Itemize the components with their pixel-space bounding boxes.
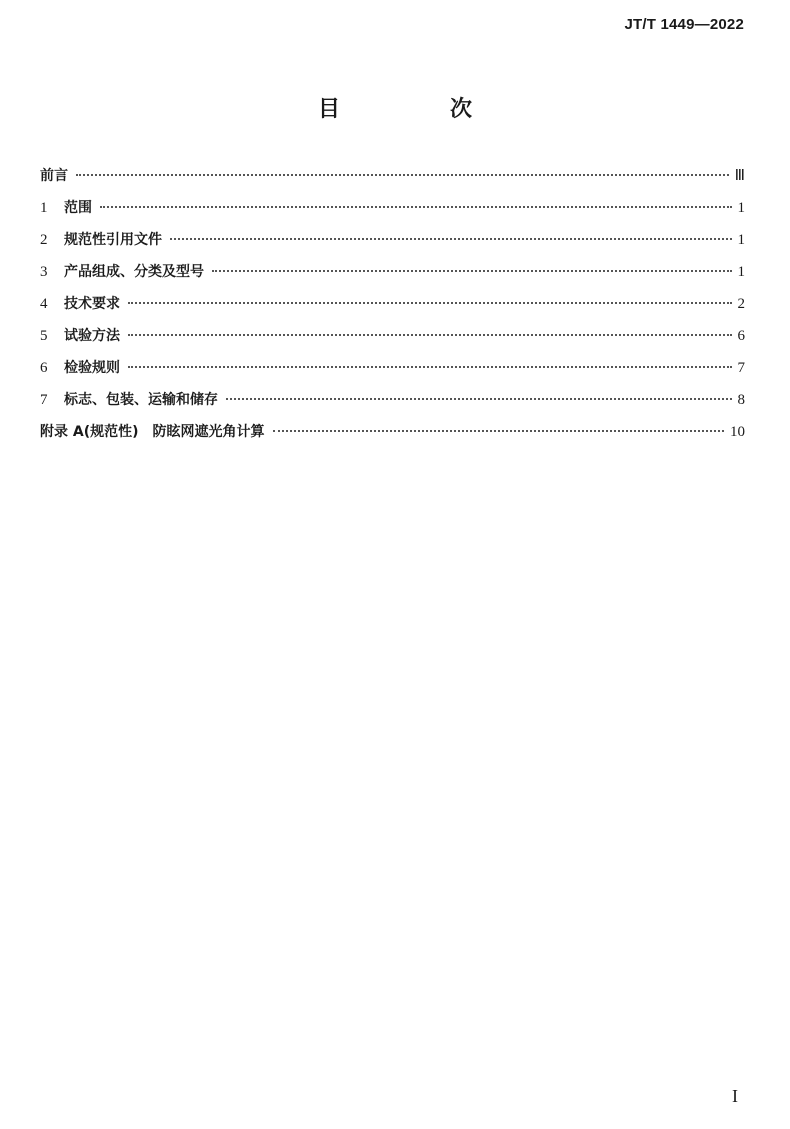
toc-entry-page: 8: [737, 392, 745, 408]
toc-entry-page: 6: [737, 328, 745, 344]
standard-code: JT/T 1449—2022: [624, 16, 744, 33]
toc-leader-dots: [100, 206, 732, 208]
toc-leader-dots: [128, 334, 732, 336]
toc-leader-dots: [226, 398, 732, 400]
toc-entry-page: 2: [737, 296, 745, 312]
toc-entry-page: 7: [737, 360, 745, 376]
toc-entry-number: 1: [40, 200, 48, 216]
toc-entry-marking-packaging[interactable]: [40, 389, 745, 421]
toc-entry-number: 3: [40, 264, 48, 280]
toc-entry-label: 标志、包装、运输和储存: [64, 392, 218, 408]
toc-entry-page: 1: [737, 200, 745, 216]
toc-entry-scope[interactable]: [40, 197, 745, 229]
toc-entry-number: 6: [40, 360, 48, 376]
table-of-contents: [40, 165, 745, 453]
toc-leader-dots: [170, 238, 732, 240]
toc-entry-label: 技术要求: [64, 296, 120, 312]
page-title: 目 次: [317, 97, 516, 122]
toc-entry-label: 规范性引用文件: [64, 232, 162, 248]
toc-leader-dots: [273, 430, 724, 432]
toc-entry-technical-requirements[interactable]: [40, 293, 745, 325]
toc-entry-appendix-a[interactable]: [40, 421, 745, 453]
toc-entry-label: 范围: [64, 200, 92, 216]
toc-entry-inspection-rules[interactable]: [40, 357, 745, 389]
toc-leader-dots: [76, 174, 729, 176]
toc-leader-dots: [212, 270, 732, 272]
toc-entry-label: 试验方法: [64, 328, 120, 344]
toc-entry-foreword[interactable]: [40, 165, 745, 197]
toc-entry-label: 附录 A(规范性) 防眩网遮光角计算: [40, 424, 265, 440]
toc-entry-number: 2: [40, 232, 48, 248]
toc-leader-dots: [128, 366, 732, 368]
toc-entry-test-methods[interactable]: [40, 325, 745, 357]
toc-entry-label: 检验规则: [64, 360, 120, 376]
toc-entry-label: 产品组成、分类及型号: [64, 264, 204, 280]
toc-entry-number: 7: [40, 392, 48, 408]
toc-entry-page: 1: [737, 232, 745, 248]
toc-leader-dots: [128, 302, 732, 304]
toc-entry-number: 5: [40, 328, 48, 344]
toc-entry-label: 前言: [40, 168, 68, 184]
toc-entry-product-composition[interactable]: [40, 261, 745, 293]
toc-entry-number: 4: [40, 296, 48, 312]
toc-entry-page: 10: [730, 424, 745, 440]
toc-entry-normative-references[interactable]: [40, 229, 745, 261]
page-number: I: [732, 1086, 738, 1106]
toc-entry-page: 1: [737, 264, 745, 280]
toc-entry-page: Ⅲ: [734, 168, 745, 184]
